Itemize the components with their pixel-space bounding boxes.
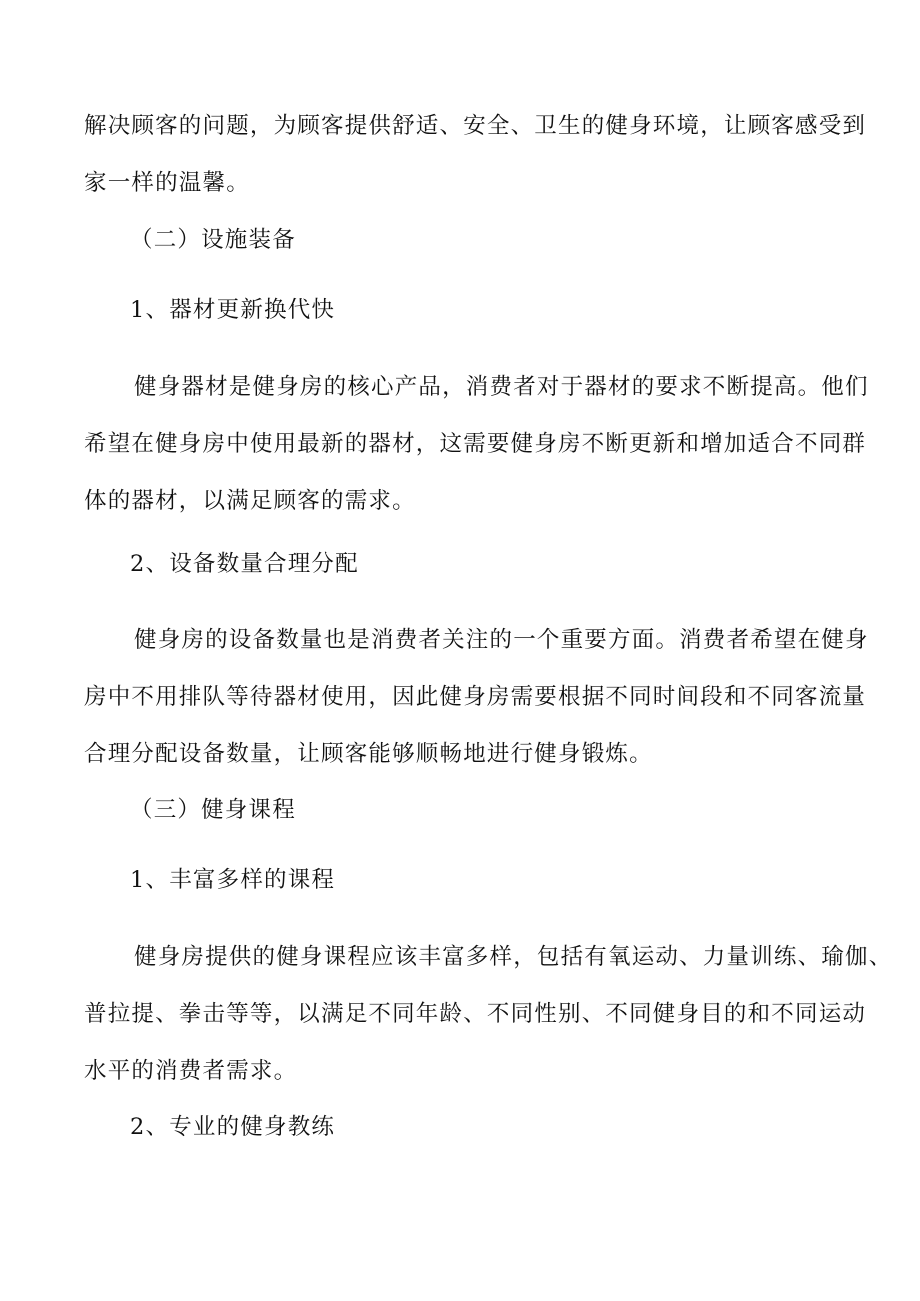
text-line: 健身房提供的健身课程应该丰富多样，包括有氧运动、力量训练、瑜伽、 bbox=[134, 944, 893, 970]
item-heading-equipment-update: 1、器材更新换代快 bbox=[130, 297, 336, 323]
text-line: 房中不用排队等待器材使用，因此健身房需要根据不同时间段和不同客流量 bbox=[84, 684, 867, 710]
paragraph-diverse-courses bbox=[84, 929, 893, 1100]
section-2-title: （二）设施装备 bbox=[130, 227, 296, 253]
text-line: 健身器材是健身房的核心产品，消费者对于器材的要求不断提高。他们 bbox=[134, 374, 869, 400]
text-line: 解决顾客的问题，为顾客提供舒适、安全、卫生的健身环境，让顾客感受到 bbox=[84, 113, 867, 139]
text-line: 希望在健身房中使用最新的器材，这需要健身房不断更新和增加适合不同群 bbox=[84, 431, 867, 457]
item-heading-diverse-courses: 1、丰富多样的课程 bbox=[130, 867, 336, 893]
text-line: 家一样的温馨。 bbox=[84, 170, 250, 196]
text-line: 健身房的设备数量也是消费者关注的一个重要方面。消费者希望在健身 bbox=[134, 627, 869, 653]
paragraph-equipment-allocation bbox=[84, 612, 869, 783]
text-line: 合理分配设备数量，让顾客能够顺畅地进行健身锻炼。 bbox=[84, 741, 653, 767]
paragraph-equipment-update bbox=[84, 359, 869, 530]
section-3-title: （三）健身课程 bbox=[130, 797, 296, 823]
item-heading-equipment-allocation: 2、设备数量合理分配 bbox=[130, 551, 359, 577]
text-line: 普拉提、拳击等等，以满足不同年龄、不同性别、不同健身目的和不同运动 bbox=[84, 1001, 867, 1027]
text-line: 体的器材，以满足顾客的需求。 bbox=[84, 488, 416, 514]
text-line: 水平的消费者需求。 bbox=[84, 1058, 298, 1084]
intro-paragraph bbox=[84, 98, 867, 212]
item-heading-professional-coaches: 2、专业的健身教练 bbox=[130, 1114, 336, 1140]
